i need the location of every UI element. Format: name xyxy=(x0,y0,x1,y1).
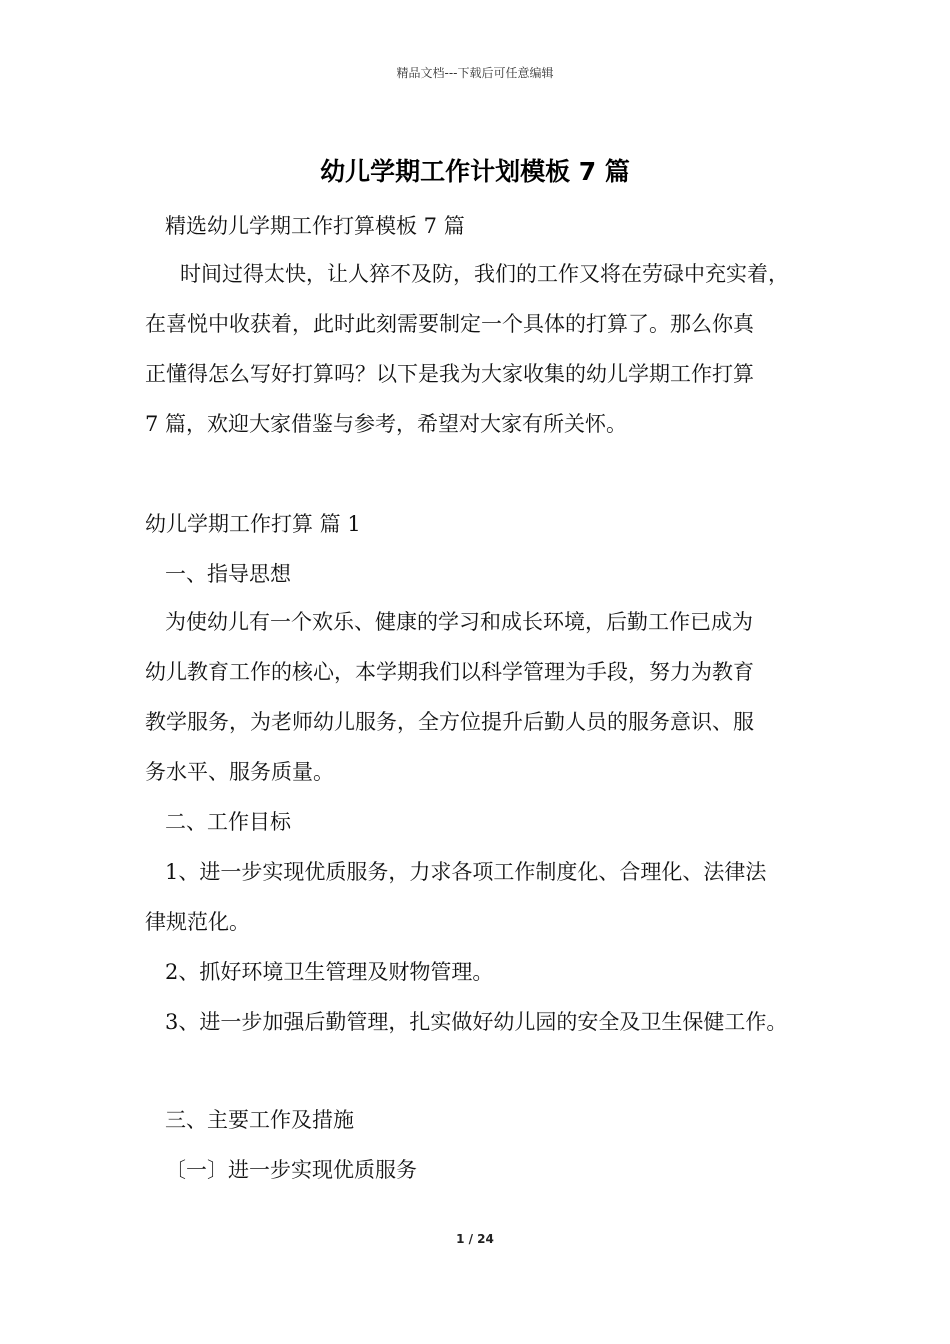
heading-guiding-thought: 一、指导思想 xyxy=(165,562,291,586)
paragraph-line-3: 教学服务，为老师幼儿服务，全方位提升后勤人员的服务意识、服 xyxy=(145,710,754,734)
intro-line-4: 7 篇，欢迎大家借鉴与参考，希望对大家有所关怀。 xyxy=(145,412,628,436)
paragraph-line-2: 幼儿教育工作的核心，本学期我们以科学管理为手段，努力为教育 xyxy=(145,660,754,684)
subheading-quality-service: 〔一〕进一步实现优质服务 xyxy=(165,1158,417,1182)
heading-work-goals: 二、工作目标 xyxy=(165,810,291,834)
page-number: 1 / 24 xyxy=(456,1232,494,1246)
section-title: 幼儿学期工作打算 篇 1 xyxy=(145,512,361,536)
intro-line-1: 时间过得太快，让人猝不及防，我们的工作又将在劳碌中充实着， xyxy=(180,262,789,286)
goal-item-1-cont: 律规范化。 xyxy=(145,910,250,934)
paragraph-line-1: 为使幼儿有一个欢乐、健康的学习和成长环境，后勤工作已成为 xyxy=(165,610,753,634)
goal-item-3: 3、进一步加强后勤管理，扎实做好幼儿园的安全及卫生保健工作。 xyxy=(165,1010,788,1034)
goal-item-2: 2、抓好环境卫生管理及财物管理。 xyxy=(165,960,494,984)
goal-item-1: 1、进一步实现优质服务，力求各项工作制度化、合理化、法律法 xyxy=(165,860,767,884)
document-title: 幼儿学期工作计划模板 7 篇 xyxy=(320,157,630,186)
intro-line-2: 在喜悦中收获着，此时此刻需要制定一个具体的打算了。那么你真 xyxy=(145,312,754,336)
page-header: 精品文档---下载后可任意编辑 xyxy=(396,66,554,80)
heading-main-work: 三、主要工作及措施 xyxy=(165,1108,354,1132)
paragraph-line-4: 务水平、服务质量。 xyxy=(145,760,334,784)
intro-line-3: 正懂得怎么写好打算吗？以下是我为大家收集的幼儿学期工作打算 xyxy=(145,362,754,386)
subtitle: 精选幼儿学期工作打算模板 7 篇 xyxy=(165,214,465,238)
